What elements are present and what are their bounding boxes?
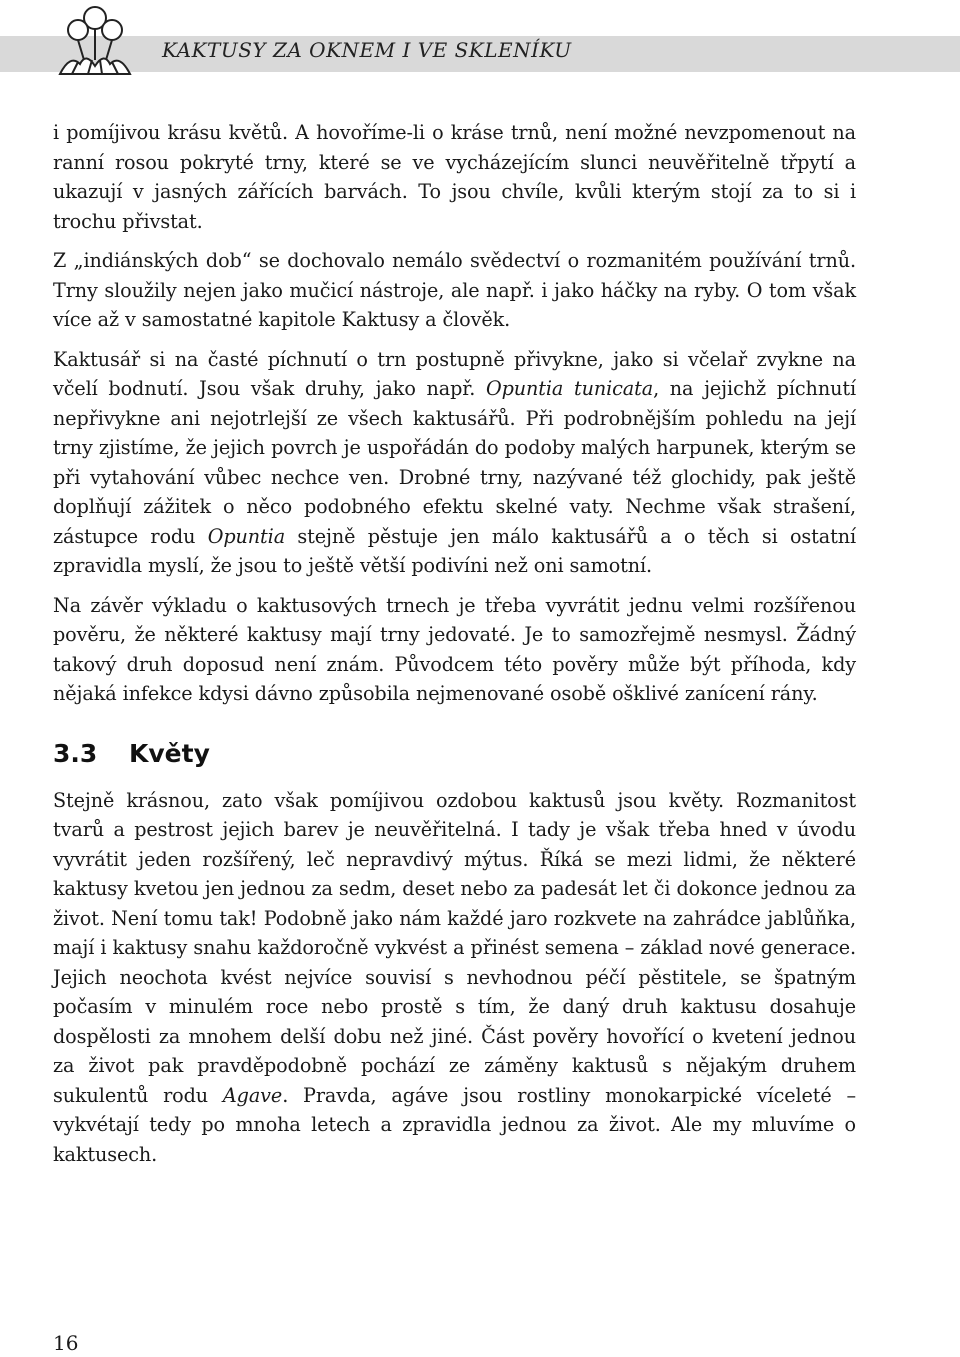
genus-name: Agave xyxy=(222,1083,283,1107)
section-heading xyxy=(53,739,856,768)
paragraph: Stejně krásnou, zato však pomíjivou ozdobou kaktusů jsou květy. Rozmanitost tvarů a pestrost jejich barev je neuvěřitelná. I tady je však třeba hned v úvodu vyvrátit jeden rozšířený, leč nepravdivý mýtus. Říká se mezi lidmi, že některé kaktusy kvetou jen jednou za sedm, deset nebo za padesát let či dokonce jednou za život. Není tomu tak! Podobně jako nám každé jaro rozkvete na zahrádce jablůňka, mají i kaktusy snahu každoročně vykvést a přinést semena – základ nové generace. Jejich neochota kvést nejvíce souvisí s nevhodnou péčí pěstitele, se špatným počasím v minulém roce nebo prostě s tím, že daný druh kaktusu dosahuje dospělosti za mnohem delší dobu než jiné. Část pověry hovořící o kvetení jednou za život pak pravděpodobně pochází ze záměny kaktusů s nějakým druhem sukulentů rodu Agave. Pravda, agáve jsou rostliny monokarpické víceleté – vykvétají tedy po mnoha letech a zpravidla jednou za život. Ale my mluvíme o kaktusech. xyxy=(53,788,857,1166)
paragraph: Na závěr výkladu o kaktusových trnech je třeba vyvrátit jednu velmi rozšířenou pověru, že některé kaktusy mají trny jedovaté. Je to samozřejmě nesmysl. Žádný takový druh doposud není znám. Původcem této pověry může být příhoda, kdy nějaká infekce kdysi dávno způsobila nejmenované osobě ošklivé zanícení rány. xyxy=(53,593,856,705)
paragraph: i pomíjivou krásu květů. A hovoříme-li o kráse trnů, není možné nevzpomenout na ranní rosou pokryté trny, které se ve vycházejícím slunci neuvěřitelně třpytí a ukazují v jasných zářících barvách. To jsou chvíle, kvůli kterým stojí za to si i trochu přivstat. xyxy=(53,121,856,233)
paragraph: Kaktusář si na časté píchnutí o trn postupně přivykne, jako si včelař zvykne na včelí bodnutí. Jsou však druhy, jako např. Opuntia tunicata, na jejichž píchnutí nepřivykne ani nejotrlejší ze všech kaktusářů. Při podrobnějším pohledu na její trny zjistíme, že jejich povrch je uspořádán do podoby malých harpunek, kterým se při vytahování vůbec nechce ven. Drobné trny, nazývané též glochidy, pak ještě doplňují zážitek o něco podobného efektu skelné vaty. Nechme však strašení, zástupce rodu Opuntia stejně pěstuje jen málo kaktusářů a o těch si ostatní zpravidla myslí, že jsou to ještě větší podivíni než oni samotní. xyxy=(53,347,857,577)
section-title: Květy xyxy=(129,738,210,768)
species-name: Opuntia tunicata xyxy=(485,377,654,400)
page-content xyxy=(53,118,856,1179)
section-number: 3.3 xyxy=(53,738,98,768)
cactus-logo-icon xyxy=(50,2,140,82)
genus-name: Opuntia xyxy=(207,524,286,548)
paragraph: Z „indiánských dob“ se dochovalo nemálo svědectví o rozmanitém používání trnů. Trny sloužily nejen jako mučicí nástroje, ale např. i jako háčky na ryby. O tom však více až v samostatné kapitole Kaktusy a člověk. xyxy=(53,249,856,331)
page-number: 16 xyxy=(53,1331,79,1355)
running-header-title: KAKTUSY ZA OKNEM I VE SKLENÍKU xyxy=(162,38,572,62)
